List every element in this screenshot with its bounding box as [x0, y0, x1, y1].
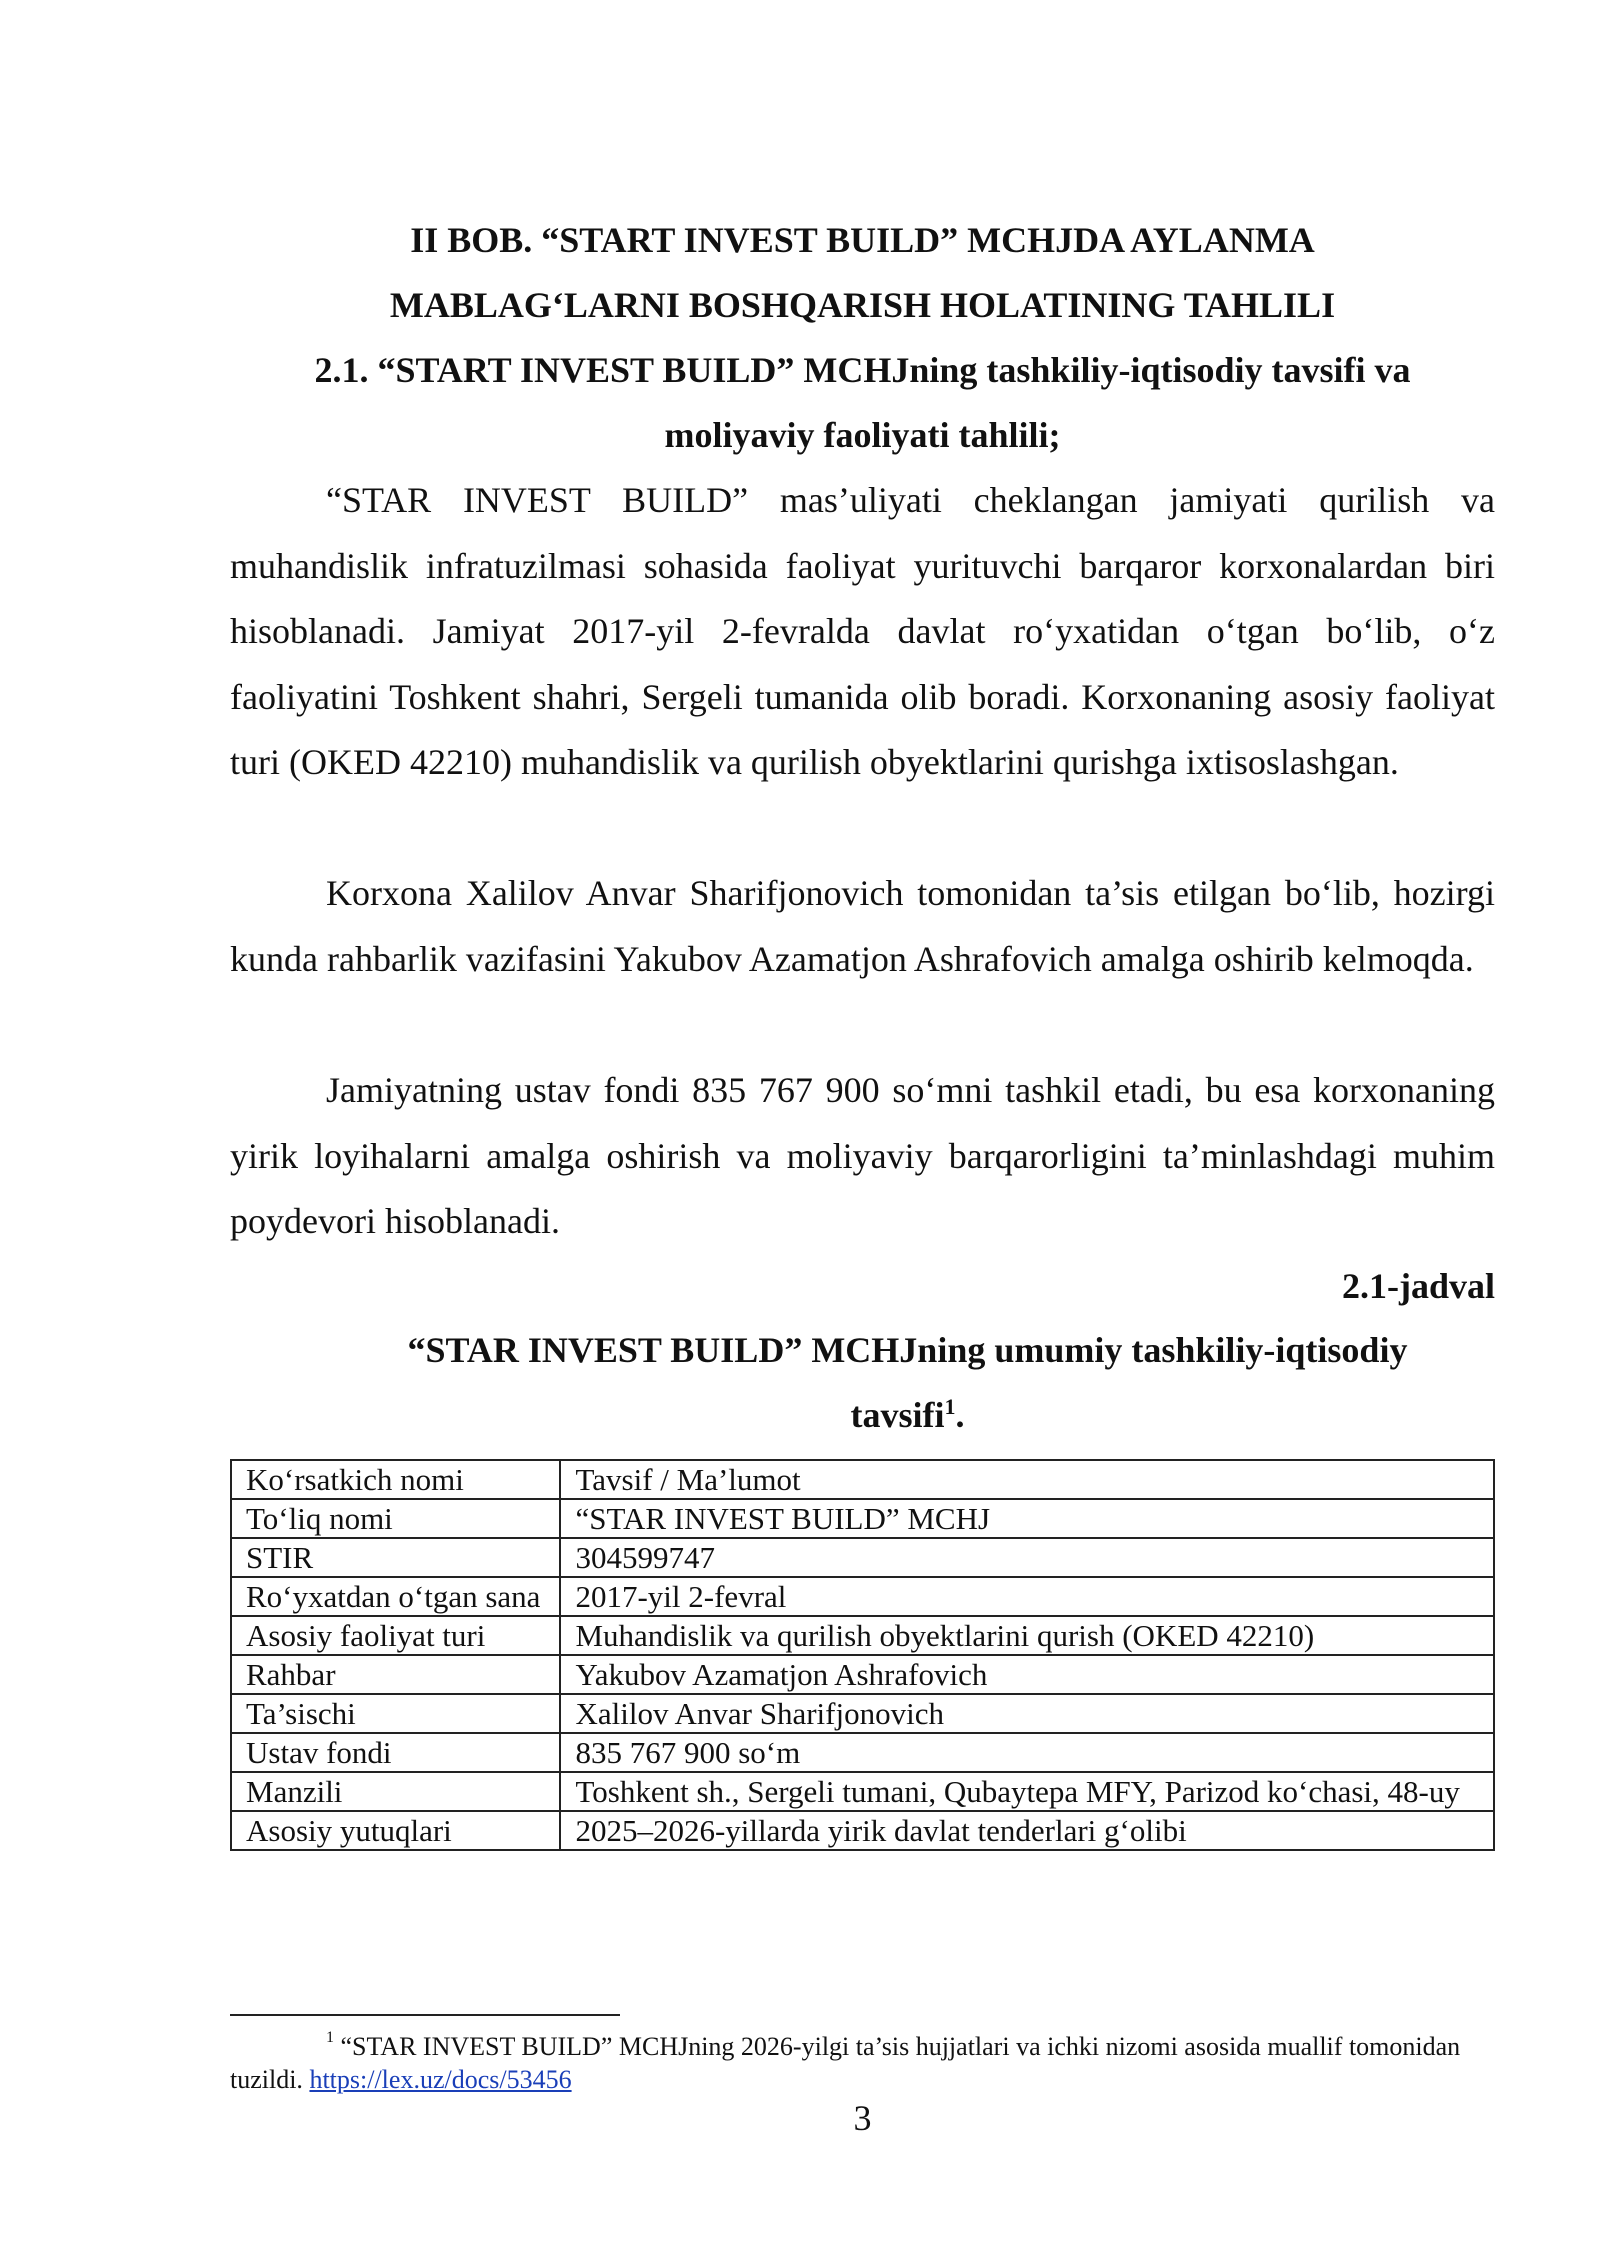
table-number: 2.1-jadval [1342, 1266, 1495, 1306]
footnote-reference[interactable]: 1 [944, 1394, 956, 1419]
chapter-title-line-2: MABLAG‘LARNI BOSHQARISH HOLATINING TAHLILI [389, 285, 1336, 325]
chapter-title-line-1: II BOB. “START INVEST BUILD” MCHJDA AYLANMA [410, 220, 1315, 260]
table-cell-label: STIR [231, 1538, 560, 1577]
table-title-line-1: “STAR INVEST BUILD” MCHJning umumiy tashkiliy-iqtisodiy [407, 1330, 1408, 1370]
paragraph-text: Jamiyatning ustav fondi 835 767 900 so‘mni tashkil etadi, bu esa korxonaning yirik loyihalarni amalga oshirish va moliyaviy barqarorligini ta’minlashdagi muhim poydevori hisoblanadi. [230, 1070, 1495, 1241]
chapter-title [230, 208, 1495, 338]
table-row [231, 1655, 1494, 1694]
page-number: 3 [853, 2098, 872, 2138]
table-row [231, 1577, 1494, 1616]
paragraph-charter-capital [230, 1058, 1495, 1255]
table-row [231, 1499, 1494, 1538]
paragraph-text: “STAR INVEST BUILD” mas’uliyati cheklangan jamiyati qurilish va muhandislik infratuzilmasi sohasida faoliyat yurituvchi barqaror korxonalardan biri hisoblanadi. Jamiyat 2017-yil 2-fevralda davlat ro‘yxatidan o‘tgan bo‘lib, o‘z faoliyatini Toshkent shahri, Sergeli tumanida olib boradi. Korxonaning asosiy faoliyat turi (OKED 42210) muhandislik va qurilish obyektlarini qurishga ixtisoslashgan. [230, 480, 1495, 782]
table-cell-value: Muhandislik va qurilish obyektlarini qurish (OKED 42210) [560, 1616, 1494, 1655]
table-header-row [231, 1460, 1494, 1499]
table-cell-label: Ustav fondi [231, 1733, 560, 1772]
footnote-text: “STAR INVEST BUILD” MCHJning 2026-yilgi ta’sis hujjatlari va ichki nizomi asosida muallif tomonidan tuzildi. [230, 2032, 1461, 2094]
table-row [231, 1733, 1494, 1772]
footnote-separator [230, 2014, 620, 2016]
table-cell-value: Yakubov Azamatjon Ashrafovich [560, 1655, 1494, 1694]
table-cell-label: Ta’sischi [231, 1694, 560, 1733]
header-cell-description: Tavsif / Ma’lumot [560, 1460, 1494, 1499]
header-cell-indicator: Ko‘rsatkich nomi [231, 1460, 560, 1499]
table-cell-label: Asosiy yutuqlari [231, 1811, 560, 1850]
footnote-marker: 1 [326, 2029, 334, 2046]
table-title [360, 1318, 1455, 1448]
section-title [230, 338, 1495, 468]
footnote [230, 2030, 1495, 2096]
table-cell-value: 2025–2026-yillarda yirik davlat tenderlari g‘olibi [560, 1811, 1494, 1850]
paragraph-founder-director [230, 861, 1495, 992]
table-row [231, 1811, 1494, 1850]
table-cell-label: Rahbar [231, 1655, 560, 1694]
company-info-table [230, 1459, 1495, 1851]
table-cell-value: Toshkent sh., Sergeli tumani, Qubaytepa MFY, Parizod ko‘chasi, 48-uy [560, 1772, 1494, 1811]
footnote-paragraph [230, 2030, 1495, 2096]
table-cell-label: Manzili [231, 1772, 560, 1811]
table-title-line-2-text: tavsifi [850, 1395, 945, 1435]
paragraph-company-overview [230, 468, 1495, 796]
table-title-period: . [955, 1395, 965, 1435]
table-title-line-2 [360, 1383, 1455, 1448]
table-row [231, 1538, 1494, 1577]
table-cell-value: 304599747 [560, 1538, 1494, 1577]
table-row [231, 1694, 1494, 1733]
table-row [231, 1772, 1494, 1811]
section-title-line-1: 2.1. “START INVEST BUILD” MCHJning tashkiliy-iqtisodiy tavsifi va [314, 350, 1411, 390]
table-cell-label: Asosiy faoliyat turi [231, 1616, 560, 1655]
footnote-link[interactable]: https://lex.uz/docs/53456 [309, 2065, 572, 2094]
table-cell-label: Ro‘yxatdan o‘tgan sana [231, 1577, 560, 1616]
paragraph-text: Korxona Xalilov Anvar Sharifjonovich tomonidan ta’sis etilgan bo‘lib, hozirgi kunda rahbarlik vazifasini Yakubov Azamatjon Ashrafovich amalga oshirib kelmoqda. [230, 873, 1495, 979]
table-cell-label: To‘liq nomi [231, 1499, 560, 1538]
table-cell-value: Xalilov Anvar Sharifjonovich [560, 1694, 1494, 1733]
table-row [231, 1616, 1494, 1655]
table-cell-value: 835 767 900 so‘m [560, 1733, 1494, 1772]
table-cell-value: 2017-yil 2-fevral [560, 1577, 1494, 1616]
table-cell-value: “STAR INVEST BUILD” MCHJ [560, 1499, 1494, 1538]
section-title-line-2: moliyaviy faoliyati tahlili; [664, 415, 1061, 455]
